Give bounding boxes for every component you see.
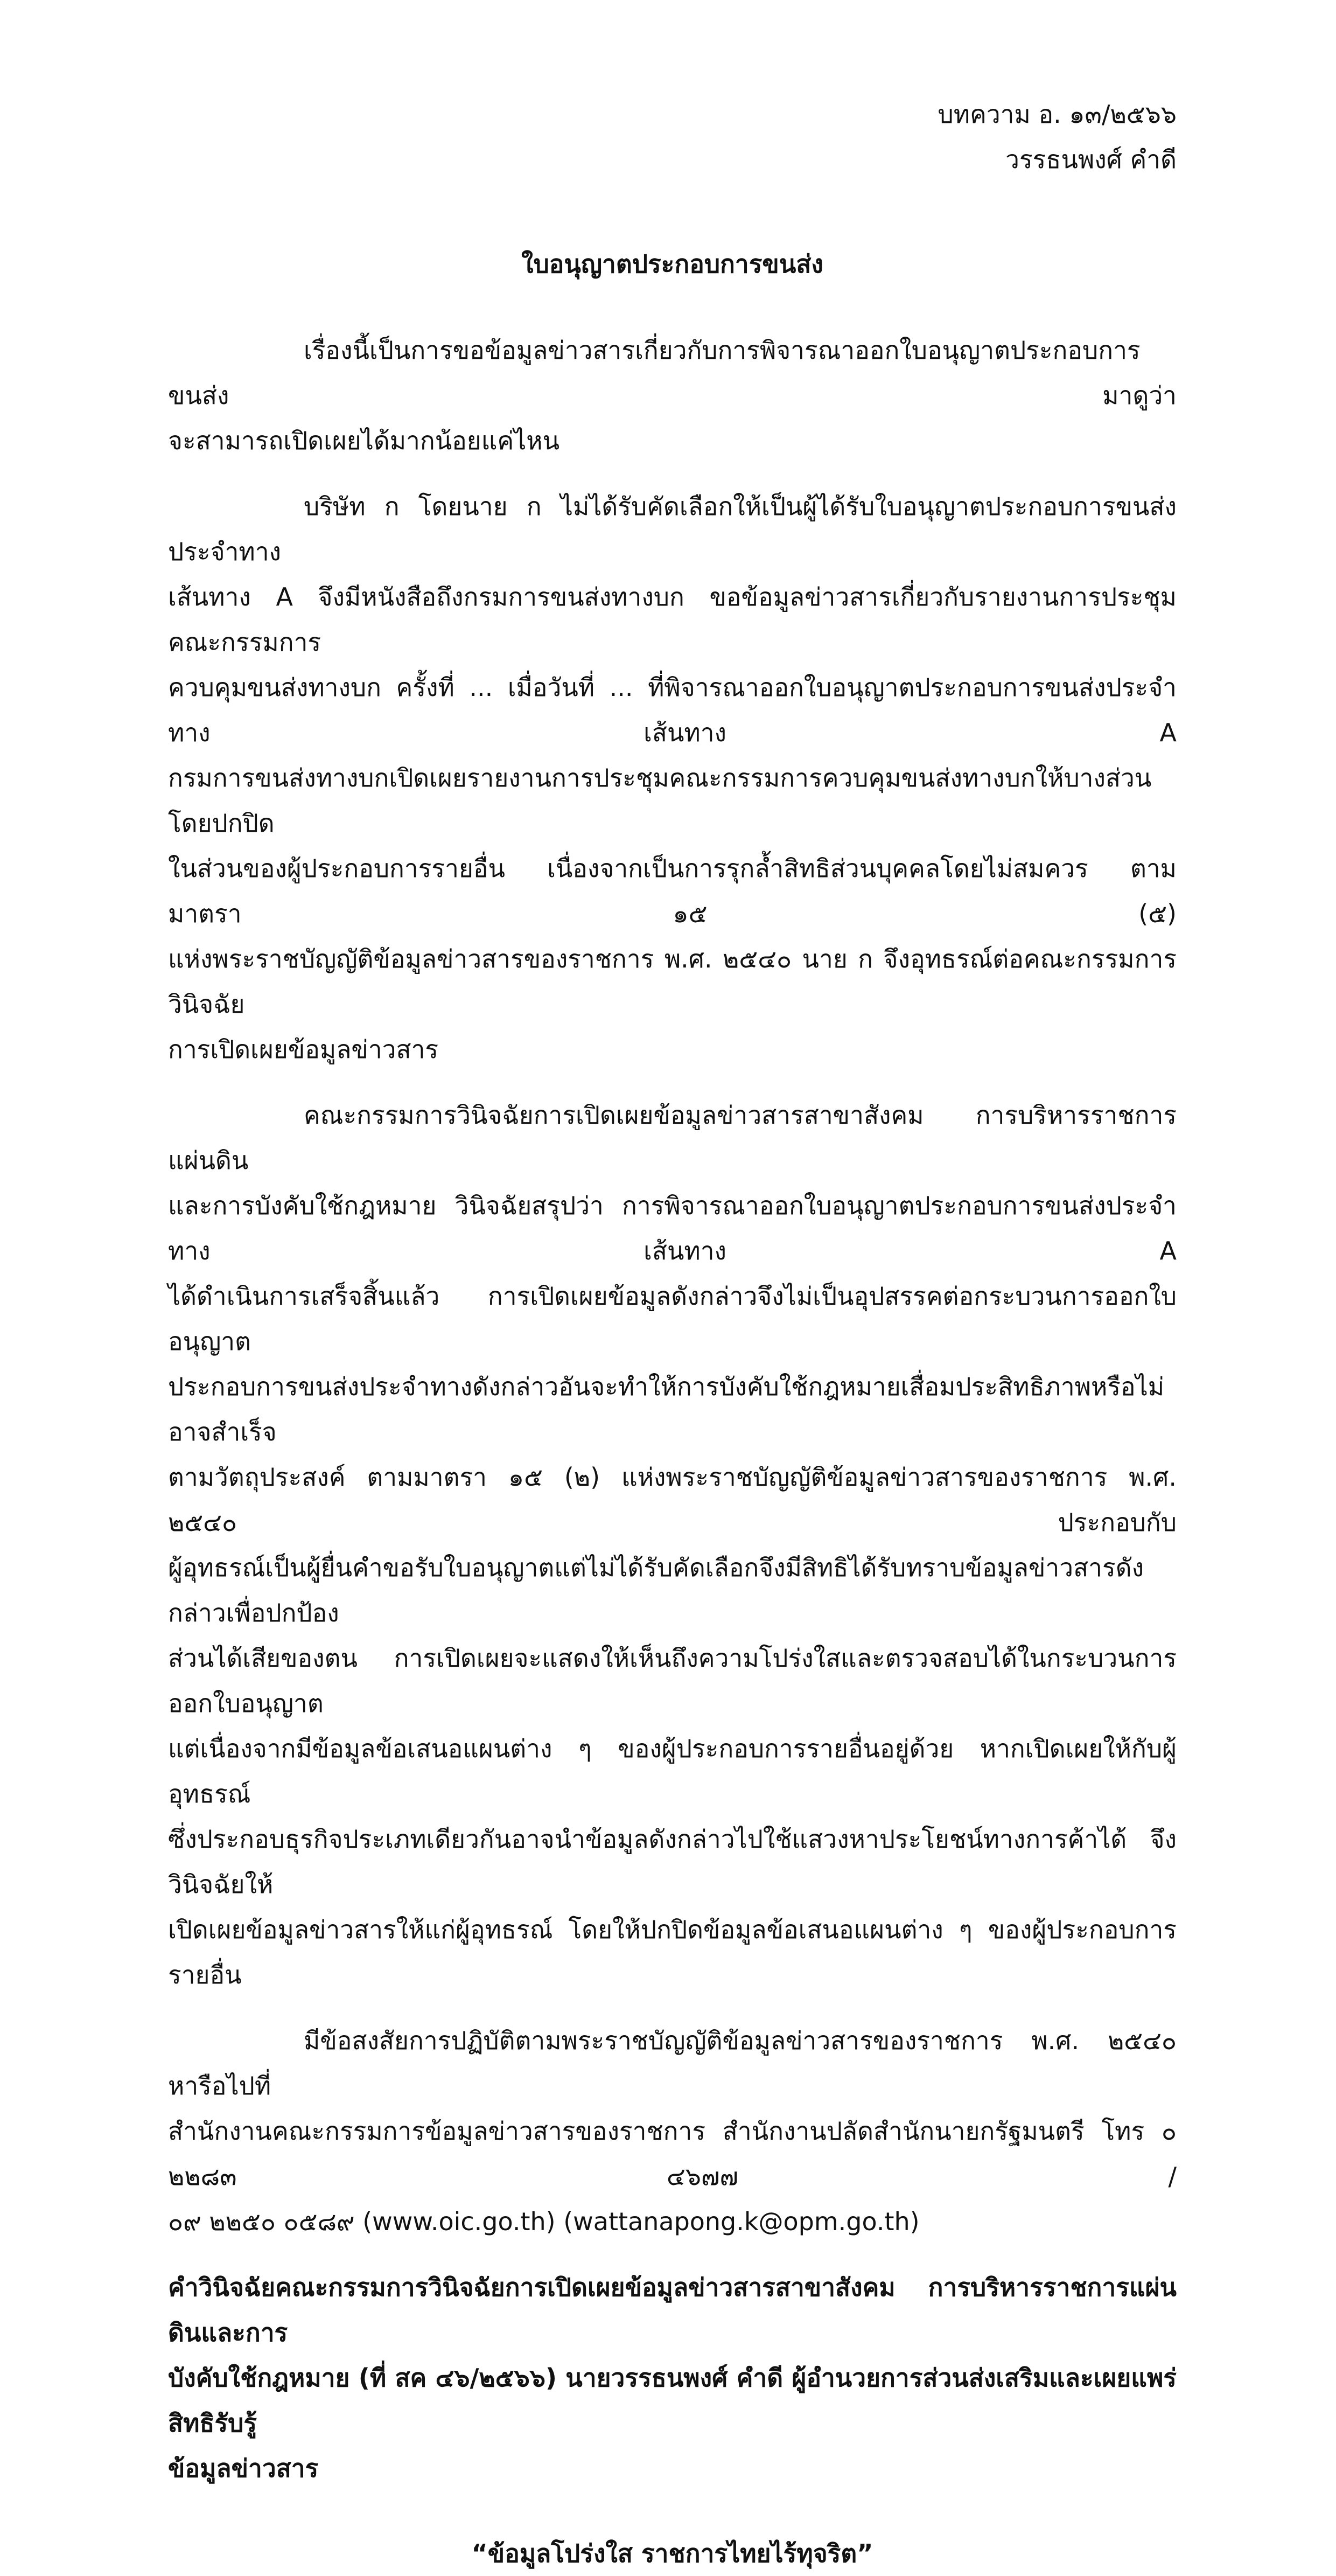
text-line: คำวินิจฉัยคณะกรรมการวินิจฉัยการเปิดเผยข้อมูลข่าวสารสาขาสังคม การบริหารราชการแผ่นดินและการ (168, 2273, 1177, 2347)
author-name: วรรธนพงศ์ คำดี (1005, 145, 1177, 174)
text-line: ตามวัตถุประสงค์ ตามมาตรา ๑๕ (๒) แห่งพระราชบัญญัติข้อมูลข่าวสารของราชการ พ.ศ. ๒๕๔๐ ประกอบกับ (168, 1463, 1177, 1537)
text-line: จะสามารถเปิดเผยได้มากน้อยแค่ไหน (168, 426, 560, 455)
text-line: ข้อมูลข่าวสาร (168, 2454, 319, 2483)
text-line: ในส่วนของผู้ประกอบการรายอื่น เนื่องจากเป็นการรุกล้ำสิทธิส่วนบุคคลโดยไม่สมควร ตามมาตรา ๑๕ (๕) (168, 854, 1177, 928)
facts-paragraph (168, 484, 1177, 1072)
text-line: เปิดเผยข้อมูลข่าวสารให้แก่ผู้อุทธรณ์ โดยให้ปกปิดข้อมูลข้อเสนอแผนต่าง ๆ ของผู้ประกอบการรายอื่น (168, 1915, 1177, 1989)
ruling-paragraph (168, 1092, 1177, 1997)
text-line: มีข้อสงสัยการปฏิบัติตามพระราชบัญญัติข้อมูลข่าวสารของราชการ พ.ศ. ๒๕๔๐ หารือไปที่ (168, 2026, 1177, 2100)
text-line: สำนักงานคณะกรรมการข้อมูลข่าวสารของราชการ สำนักงานปลัดสำนักนายกรัฐมนตรี โทร ๐ ๒๒๘๓ ๔๖๗๗ / (168, 2117, 1177, 2191)
intro-paragraph (168, 328, 1177, 463)
document-header (168, 92, 1177, 182)
text-line: บริษัท ก โดยนาย ก ไม่ได้รับคัดเลือกให้เป็นผู้ได้รับใบอนุญาตประกอบการขนส่งประจำทาง (168, 492, 1177, 566)
text-line: แต่เนื่องจากมีข้อมูลข้อเสนอแผนต่าง ๆ ของผู้ประกอบการรายอื่นอยู่ด้วย หากเปิดเผยให้กับผู้อุทธรณ์ (168, 1734, 1177, 1808)
text-line: กรมการขนส่งทางบกเปิดเผยรายงานการประชุมคณะกรรมการควบคุมขนส่งทางบกให้บางส่วน โดยปกปิด (168, 763, 1152, 838)
text-line: ๐๙ ๒๒๕๐ ๐๕๘๙ (www.oic.go.th) (wattanapong.k@opm.go.th) (168, 2207, 920, 2236)
text-line: เส้นทาง A จึงมีหนังสือถึงกรมการขนส่งทางบก ขอข้อมูลข่าวสารเกี่ยวกับรายงานการประชุมคณะกรรมการ (168, 582, 1177, 657)
text-line: ซึ่งประกอบธุรกิจประเภทเดียวกันอาจนำข้อมูลดังกล่าวไปใช้แสวงหาประโยชน์ทางการค้าได้ จึงวินิจฉัยให้ (168, 1825, 1177, 1899)
tagline: “ข้อมูลโปร่งใส ราชการไทยไร้ทุจริต” (471, 2539, 873, 2568)
contact-paragraph (168, 2018, 1177, 2244)
text-line: บังคับใช้กฎหมาย (ที่ สค ๔๖/๒๕๖๖) นายวรรธนพงศ์ คำดี ผู้อำนวยการส่วนส่งเสริมและเผยแพร่สิทธิรับรู้ (168, 2363, 1177, 2438)
text-line: การเปิดเผยข้อมูลข่าวสาร (168, 1035, 439, 1064)
text-line: เรื่องนี้เป็นการขอข้อมูลข่าวสารเกี่ยวกับการพิจารณาออกใบอนุญาตประกอบการขนส่ง มาดูว่า (168, 336, 1177, 410)
text-line: ส่วนได้เสียของตน การเปิดเผยจะแสดงให้เห็นถึงความโปร่งใสและตรวจสอบได้ในกระบวนการออกใบอนุญาต (168, 1644, 1177, 1718)
text-line: ประกอบการขนส่งประจำทางดังกล่าวอันจะทำให้การบังคับใช้กฎหมายเสื่อมประสิทธิภาพหรือไม่อาจสำเร็จ (168, 1372, 1165, 1446)
paragraphs (168, 328, 1177, 2491)
text-line: ผู้อุทธรณ์เป็นผู้ยื่นคำขอรับใบอนุญาตแต่ไม่ได้รับคัดเลือกจึงมีสิทธิได้รับทราบข้อมูลข่าวสารดังกล่าวเพื่อปกป้อง (168, 1553, 1144, 1627)
text-line: ควบคุมขนส่งทางบก ครั้งที่ ... เมื่อวันที่ ... ที่พิจารณาออกใบอนุญาตประกอบการขนส่งประจำทาง เส้นทาง A (168, 673, 1177, 747)
text-line: แห่งพระราชบัญญัติข้อมูลข่าวสารของราชการ พ.ศ. ๒๕๔๐ นาย ก จึงอุทธรณ์ต่อคณะกรรมการวินิจฉัย (168, 944, 1177, 1019)
document-title: ใบอนุญาตประกอบการขนส่ง (521, 249, 823, 279)
text-line: ได้ดำเนินการเสร็จสิ้นแล้ว การเปิดเผยข้อมูลดังกล่าวจึงไม่เป็นอุปสรรคต่อกระบวนการออกใบอนุญาต (168, 1282, 1177, 1356)
citation-paragraph (168, 2265, 1177, 2491)
document-number: บทความ อ. ๑๓/๒๕๖๖ (938, 100, 1177, 129)
text-line: คณะกรรมการวินิจฉัยการเปิดเผยข้อมูลข่าวสารสาขาสังคม การบริหารราชการแผ่นดิน (168, 1101, 1177, 1175)
text-line: และการบังคับใช้กฎหมาย วินิจฉัยสรุปว่า การพิจารณาออกใบอนุญาตประกอบการขนส่งประจำทาง เส้นทาง A (168, 1191, 1177, 1265)
